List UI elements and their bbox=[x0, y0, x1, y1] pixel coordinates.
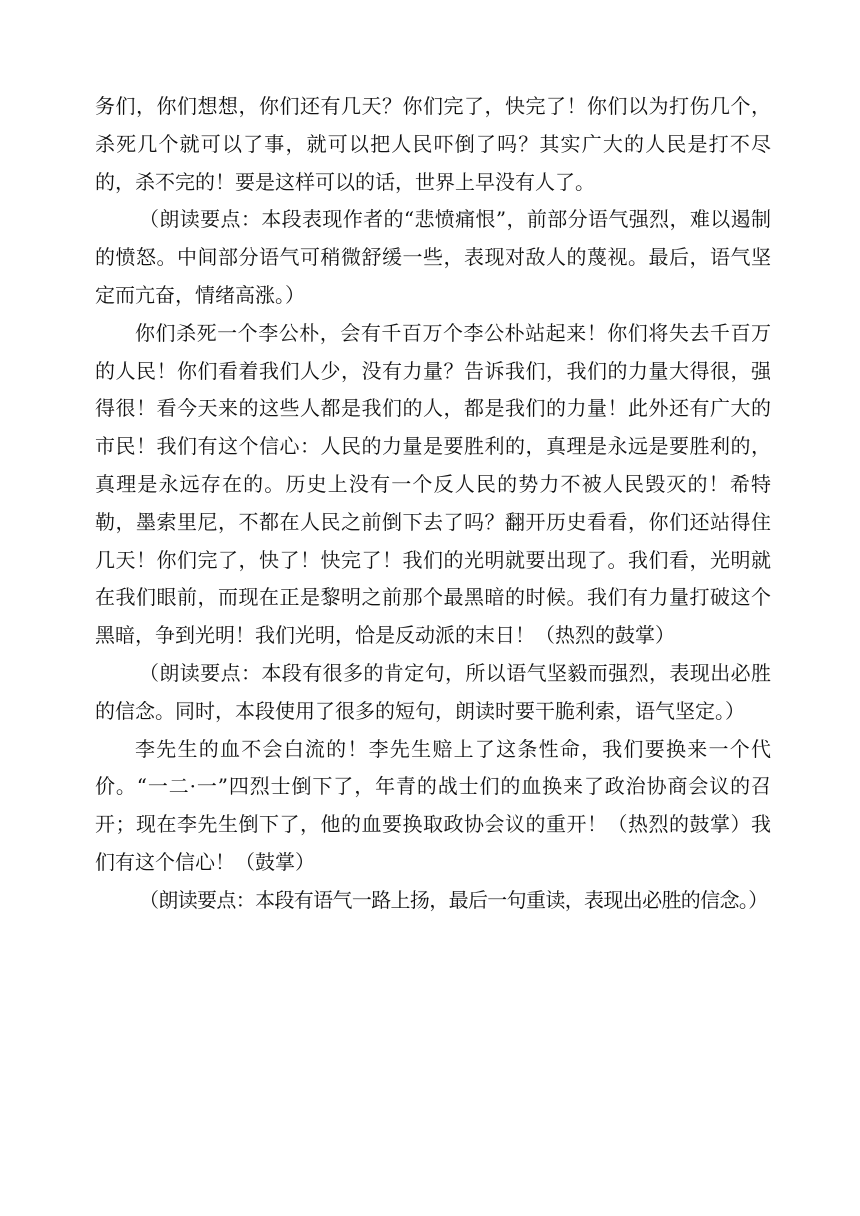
paragraph-continuation: 务们，你们想想，你们还有几天？你们完了，快完了！你们以为打伤几个，杀死几个就可以了事，就可以把人民吓倒了吗？其实广大的人民是打不尽的，杀不完的！要是这样可以的话，世界上早没有人了。 bbox=[95, 94, 771, 194]
speech-paragraph-1: 你们杀死一个李公朴，会有千百万个李公朴站起来！你们将失去千百万的人民！你们看着我们人少，没有力量？告诉我们，我们的力量大得很，强得很！看今天来的这些人都是我们的人，都是我们的力量！此外还有广大的市民！我们有这个信心：人民的力量是要胜利的，真理是永远是要胜利的，真理是永远存在的。历史上没有一个反人民的势力不被人民毁灭的！希特勒，墨索里尼，不都在人民之前倒下去了吗？翻开历史看看，你们还站得住几天！你们完了，快了！快完了！我们的光明就要出现了。我们看，光明就在我们眼前，而现在正是黎明之前那个最黑暗的时候。我们有力量打破这个黑暗，争到光明！我们光明，恰是反动派的末日！（热烈的鼓掌） bbox=[95, 320, 771, 648]
reading-note-paragraph-1: （朗读要点：本段表现作者的“悲愤痛恨”，前部分语气强烈，难以遏制的愤怒。中间部分语气可稍微舒缓一些，表现对敌人的蔑视。最后，语气坚定而亢奋，情绪高涨。） bbox=[95, 207, 771, 307]
reading-note-paragraph-3: （朗读要点：本段有语气一路上扬，最后一句重读，表现出必胜的信念。） bbox=[139, 887, 768, 912]
document-body bbox=[95, 88, 771, 920]
reading-note-paragraph-2: （朗读要点：本段有很多的肯定句，所以语气坚毅而强烈，表现出必胜的信念。同时，本段使用了很多的短句，朗读时要干脆利索，语气坚定。） bbox=[95, 660, 771, 723]
speech-paragraph-2: 李先生的血不会白流的！李先生赔上了这条性命，我们要换来一个代价。“一二·一”四烈士倒下了，年青的战士们的血换来了政治协商会议的召开；现在李先生倒下了，他的血要换取政协会议的重开！（热烈的鼓掌）我们有这个信心！（鼓掌） bbox=[95, 736, 771, 874]
